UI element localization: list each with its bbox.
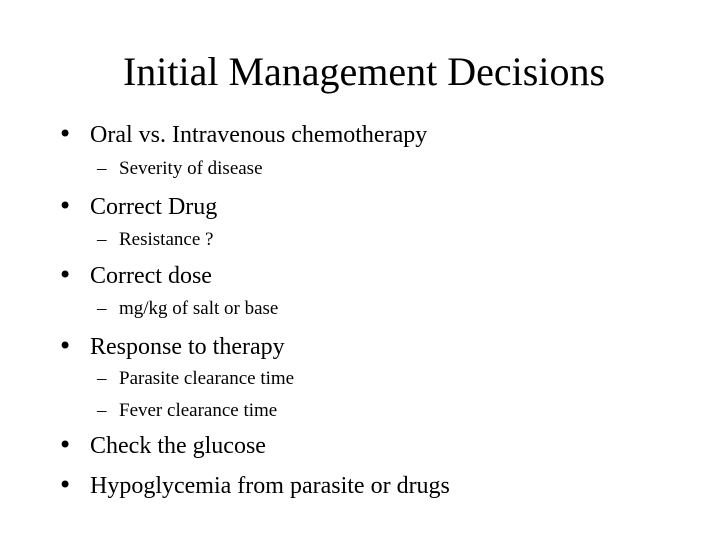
bullet-text: Correct dose bbox=[90, 263, 212, 289]
bullet-icon: • bbox=[58, 332, 73, 360]
bullet-icon: • bbox=[58, 261, 73, 289]
bullet-item bbox=[58, 260, 212, 290]
dash-icon: – bbox=[97, 298, 107, 319]
bullet-item bbox=[58, 191, 217, 221]
dash-icon: – bbox=[97, 400, 107, 421]
dash-icon: – bbox=[97, 368, 107, 389]
sub-bullet-item bbox=[97, 399, 277, 423]
sub-bullet-text: Severity of disease bbox=[119, 158, 263, 179]
bullet-item bbox=[58, 470, 450, 500]
sub-bullet-text: Parasite clearance time bbox=[119, 368, 295, 389]
bullet-icon: • bbox=[58, 431, 73, 459]
sub-bullet-text: Resistance ? bbox=[119, 229, 214, 250]
bullet-text: Response to therapy bbox=[90, 334, 285, 360]
bullet-icon: • bbox=[58, 120, 73, 148]
sub-bullet-item bbox=[97, 228, 213, 252]
bullet-text: Hypoglycemia from parasite or drugs bbox=[90, 473, 450, 499]
bullet-item bbox=[58, 430, 266, 460]
bullet-text: Correct Drug bbox=[90, 194, 218, 220]
dash-icon: – bbox=[97, 158, 107, 179]
sub-bullet-item bbox=[97, 297, 278, 321]
slide-title: Initial Management Decisions bbox=[122, 49, 606, 94]
sub-bullet-text: mg/kg of salt or base bbox=[119, 298, 279, 319]
bullet-item bbox=[58, 331, 285, 361]
sub-bullet-item bbox=[97, 367, 294, 391]
bullet-text: Check the glucose bbox=[90, 433, 266, 459]
bullet-item bbox=[58, 119, 427, 149]
dash-icon: – bbox=[97, 229, 107, 250]
sub-bullet-text: Fever clearance time bbox=[119, 400, 278, 421]
sub-bullet-item bbox=[97, 157, 263, 181]
bullet-icon: • bbox=[58, 192, 73, 220]
bullet-text: Oral vs. Intravenous chemotherapy bbox=[90, 122, 428, 148]
bullet-icon: • bbox=[58, 471, 73, 499]
